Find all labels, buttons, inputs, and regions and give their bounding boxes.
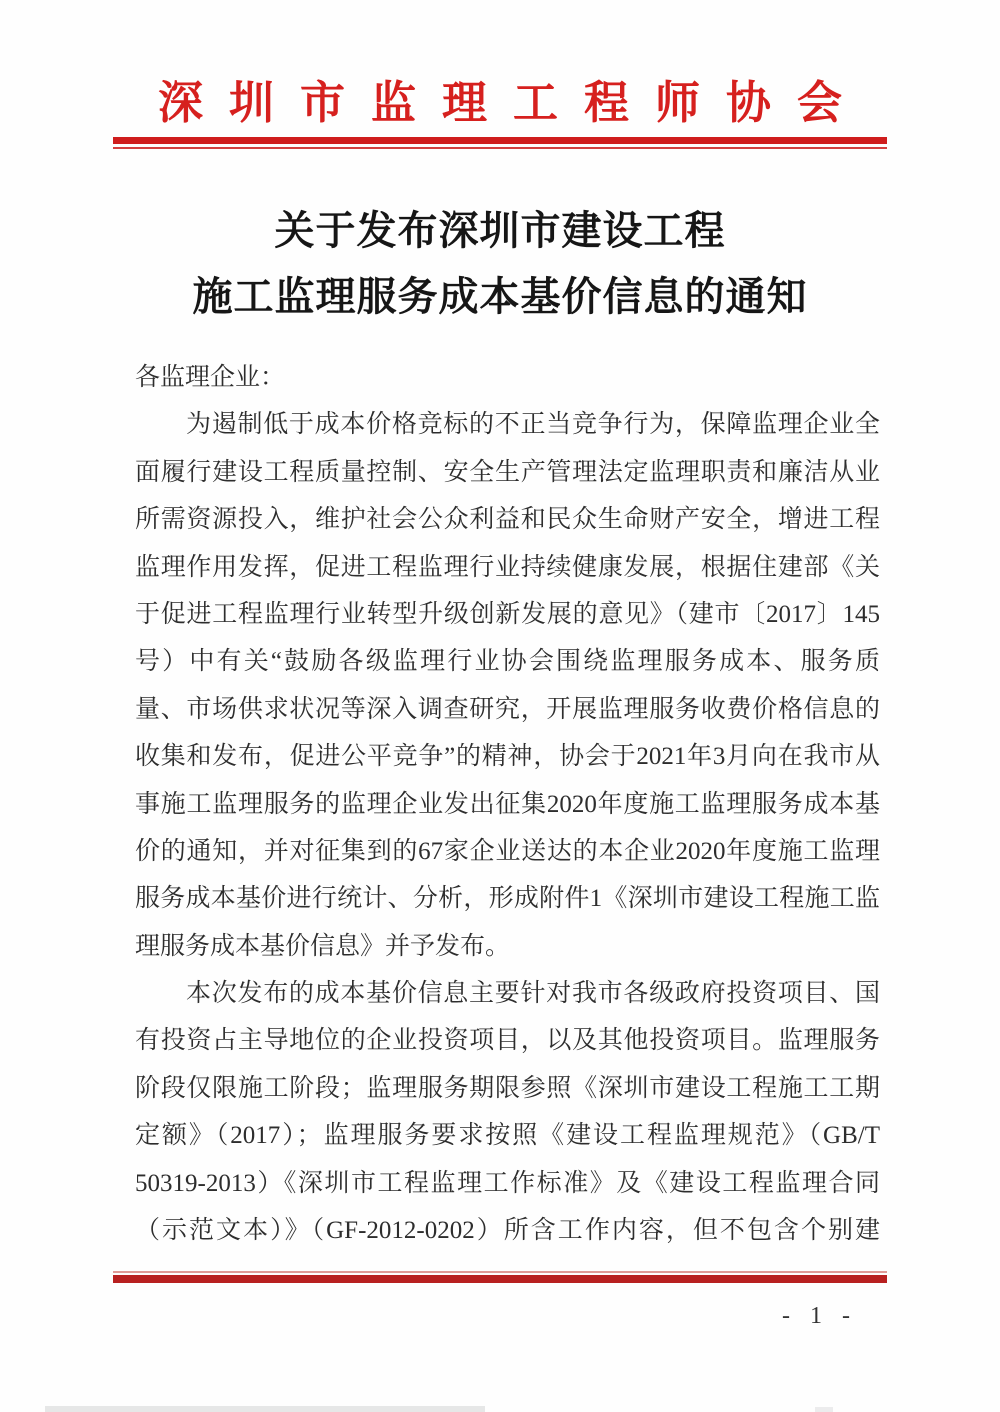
body-line: 所需资源投入，维护社会公众利益和民众生命财产安全，增进工程 bbox=[135, 506, 880, 534]
body-line: （示范文本）》（GF-2012-0202）所含工作内容，但不包含个别建 bbox=[135, 1217, 880, 1245]
organization-name: 深圳市监理工程师协会 bbox=[157, 78, 868, 128]
letterhead-rule bbox=[113, 137, 887, 149]
document-title-line-2: 施工监理服务成本基价信息的通知 bbox=[192, 274, 808, 319]
footer-rule-thick bbox=[113, 1275, 887, 1283]
body-line: 服务成本基价进行统计、分析，形成附件1《深圳市建设工程施工监 bbox=[135, 885, 880, 913]
body-line: 价的通知，并对征集到的67家企业送达的本企业2020年度施工监理 bbox=[135, 837, 880, 865]
body-line: 理服务成本基价信息》并予发布。 bbox=[135, 932, 511, 960]
body-line: 阶段仅限施工阶段；监理服务期限参照《深圳市建设工程施工工期 bbox=[135, 1074, 880, 1102]
document-title bbox=[0, 198, 1000, 330]
page-number: - 1 - bbox=[782, 1303, 857, 1329]
body-line: 50319-2013）《深圳市工程监理工作标准》及《建设工程监理合同 bbox=[135, 1169, 880, 1197]
letterhead-rule-thin bbox=[113, 147, 887, 149]
footer-rule bbox=[113, 1271, 887, 1283]
salutation: 各监理企业： bbox=[135, 364, 286, 391]
body-line: 定额》（2017）；监理服务要求按照《建设工程监理规范》（GB/T bbox=[135, 1122, 880, 1150]
letterhead-rule-thick bbox=[113, 137, 887, 144]
document-title-line-1: 关于发布深圳市建设工程 bbox=[274, 208, 726, 253]
body-line: 量、市场供求状况等深入调查研究，开展监理服务收费价格信息的 bbox=[135, 695, 880, 723]
letterhead bbox=[0, 66, 1000, 131]
scan-artifact-dot bbox=[815, 1407, 833, 1412]
body-line: 本次发布的成本基价信息主要针对我市各级政府投资项目、国 bbox=[186, 980, 880, 1008]
body-line: 监理作用发挥，促进工程监理行业持续健康发展，根据住建部《关 bbox=[135, 553, 880, 581]
body-text bbox=[135, 354, 880, 1254]
body-line: 事施工监理服务的监理企业发出征集2020年度施工监理服务成本基 bbox=[135, 790, 880, 818]
body-line: 为遏制低于成本价格竞标的不正当竞争行为，保障监理企业全 bbox=[186, 411, 880, 439]
body-line: 号）中有关“鼓励各级监理行业协会围绕监理服务成本、服务质 bbox=[135, 648, 880, 676]
body-lines bbox=[135, 401, 880, 1254]
body-line: 有投资占主导地位的企业投资项目，以及其他投资项目。监理服务 bbox=[135, 1027, 880, 1055]
body-line: 面履行建设工程质量控制、安全生产管理法定监理职责和廉洁从业 bbox=[135, 458, 880, 486]
body-line: 于促进工程监理行业转型升级创新发展的意见》（建市〔2017〕145 bbox=[135, 600, 880, 628]
body-line: 收集和发布，促进公平竞争”的精神，协会于2021年3月向在我市从 bbox=[135, 743, 880, 771]
scan-artifact bbox=[45, 1406, 485, 1412]
